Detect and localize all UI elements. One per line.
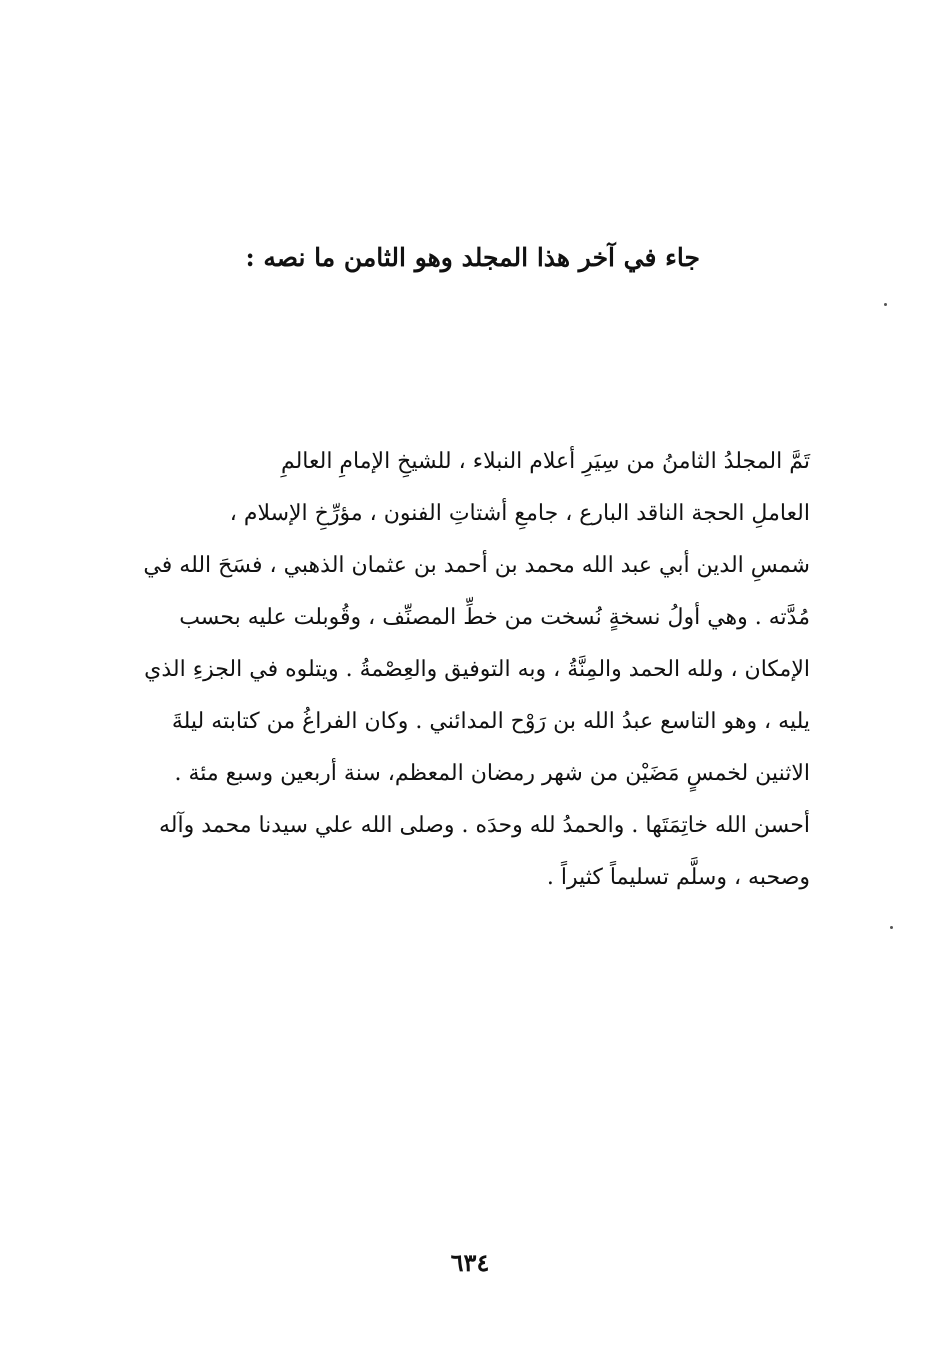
paragraph-line: الإمكان ، ولله الحمد والمِنَّةُ ، وبه التوفيق والعِصْمةُ . ويتلوه في الجزءِ الذي [144, 657, 810, 682]
colophon-paragraph [120, 440, 810, 908]
paragraph-line: أحسن الله خاتِمَتَها . والحمدُ لله وحدَه . وصلى الله علي سيدنا محمد وآله [159, 813, 810, 838]
scan-speck [890, 926, 893, 929]
paragraph-line: تَمَّ المجلدُ الثامنُ من سِيَرِ أعلام النبلاء ، للشيخِ الإمامِ العالمِ [280, 449, 810, 474]
section-heading: جاء في آخر هذا المجلد وهو الثامن ما نصه : [245, 243, 700, 272]
paragraph-line: الاثنين لخمسٍ مَضَيْن من شهر رمضان المعظم، سنة أربعين وسبع مئة . [174, 761, 810, 786]
paragraph-line: يليه ، وهو التاسع عبدُ الله بن رَوْح المدائني . وكان الفراغُ من كتابته ليلةَ [171, 709, 810, 734]
page-number: ٦٣٤ [450, 1248, 490, 1277]
scan-speck [884, 303, 887, 306]
paragraph-line: وصحبه ، وسلَّم تسليماً كثيراً . [546, 865, 810, 890]
paragraph-line: شمسِ الدين أبي عبد الله محمد بن أحمد بن عثمان الذهبي ، فسَحَ الله في [143, 553, 810, 578]
paragraph-line: مُدَّته . وهي أولُ نسخةٍ نُسخت من خطِّ المصنِّف ، وقُوبلت عليه بحسب [179, 605, 810, 630]
paragraph-line: العاملِ الحجة الناقد البارع ، جامعِ أشتاتِ الفنون ، مؤرِّخِ الإسلام ، [229, 501, 810, 526]
